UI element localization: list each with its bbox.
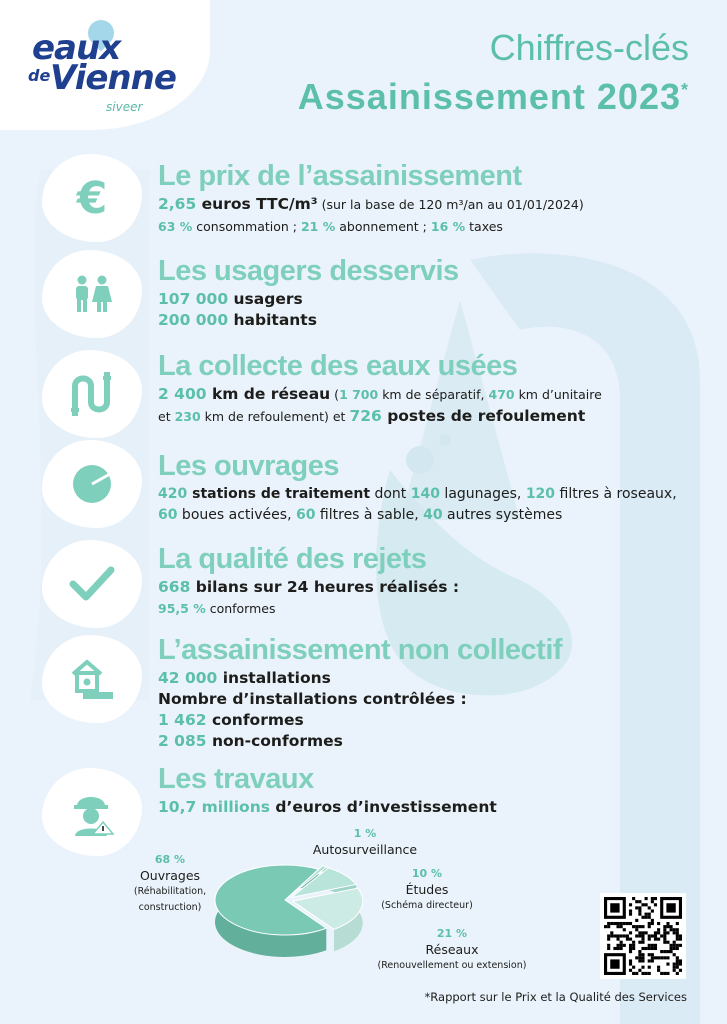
bilans-value: 668 [158,578,191,596]
section-heading-qualite: La qualité des rejets [158,543,427,575]
pie-pct-etudes: 10 % [411,867,443,880]
pie-pct-reseaux: 21 % [436,927,468,940]
lagunages-label: lagunages, [439,486,526,502]
qualite-line-2 [158,598,459,619]
prix-unit: euros TTC/m³ [196,195,318,213]
conformes-pct: 95,5 % [158,601,206,616]
usagers-line-1 [158,289,459,310]
anc-line-3 [158,710,562,731]
section-heading-usagers: Les usagers desservis [158,255,459,287]
svg-text:€: € [76,173,108,223]
section-qualite [158,543,459,619]
anc-line-1 [158,668,562,689]
anc-line-2: Nombre d’installations contrôlées : [158,690,467,708]
prix-consommation-pct: 63 % [158,219,193,234]
pie-name-autosurveillance: Autosurveillance [312,842,418,857]
anc-conformes-label: conformes [206,711,304,729]
pie-sub-etudes: (Schéma directeur) [381,900,473,911]
pipe-icon [69,372,115,416]
section-heading-travaux: Les travaux [158,763,314,795]
page-title [298,28,689,119]
pie-name-etudes: Études [405,882,449,897]
section-anc [158,634,562,752]
dont-label: dont [370,486,411,502]
investissement-label: d’euros d’investissement [269,798,497,816]
autres-label: autres systèmes [442,507,563,523]
pipe-icon-container [42,350,142,438]
prix-line-1 [158,194,584,216]
pie-name-reseaux: Réseaux [425,942,479,957]
anc-conformes-value: 1 462 [158,711,207,729]
prix-taxes-pct: 16 % [430,219,466,234]
refoulement-km-value: 230 [174,409,201,424]
people-icon [70,274,114,314]
title-line-1: Chiffres-clés [489,27,689,68]
prix-value: 2,65 [158,195,197,213]
anc-nonconformes-value: 2 085 [158,732,207,750]
pie-label-etudes [372,866,482,914]
pie-name-ouvrages: Ouvrages [139,868,201,883]
checkmark-icon [69,564,115,604]
title-footnote-mark: * [680,80,689,100]
installations-label: installations [217,669,331,687]
collecte-et: et [158,409,175,424]
usagers-label: usagers [228,290,303,308]
prix-abonnement-label: abonnement ; [335,219,431,234]
qualite-line-1 [158,577,459,598]
qr-code[interactable] [600,893,686,979]
boues-value: 60 [158,507,178,523]
prix-taxes-label: taxes [465,219,503,234]
conformes-label: conformes [205,601,276,616]
travaux-line-1 [158,797,497,818]
gauge-icon-container [42,440,142,528]
postes-value: 726 [349,407,382,425]
euro-icon-container [42,154,142,242]
sable-label: filtres à sable, [315,507,424,523]
unitaire-km-value: 470 [488,387,515,402]
collecte-line-2 [158,406,602,428]
lagunages-value: 140 [410,486,440,502]
logo-text-siveer: siveer [106,100,143,114]
pie-pct-ouvrages: 68 % [154,853,186,866]
qr-code-pattern [604,897,682,975]
habitants-label: habitants [228,311,317,329]
title-year-text: Assainissement 2023 [297,76,681,117]
logo-text-eaux: eaux [32,28,121,68]
unitaire-label: km d’unitaire [514,387,602,402]
stations-label: stations de traitement [187,486,371,502]
postes-label: postes de refoulement [381,407,586,425]
section-heading-prix: Le prix de l’assainissement [158,160,522,192]
section-heading-ouvrages: Les ouvrages [158,450,339,482]
house-filter-icon [69,656,115,702]
sable-value: 60 [295,507,316,523]
boues-label: boues activées, [177,507,296,523]
section-ouvrages [158,450,677,526]
anc-line-4 [158,731,562,752]
gauge-icon [70,462,114,506]
refoulement-label: km de refoulement) et [200,409,350,424]
pie-sub-reseaux: (Renouvellement ou extension) [377,960,527,971]
checkmark-icon-container [42,540,142,628]
logo-text-de: de [28,66,51,85]
pie-label-autosurveillance [285,826,445,858]
footnote: *Rapport sur le Prix et la Qualité des Services [424,990,687,1004]
euro-icon [72,173,112,223]
prix-abonnement-pct: 21 % [300,219,336,234]
bilans-label: bilans sur 24 heures réalisés : [190,578,460,596]
section-travaux [158,763,497,818]
usagers-value: 107 000 [158,290,229,308]
prix-line-2 [158,216,584,237]
anc-nonconformes-label: non-conformes [206,732,343,750]
section-usagers [158,255,459,331]
prix-consommation-label: consommation ; [192,219,301,234]
habitants-value: 200 000 [158,311,229,329]
roseaux-label: filtres à roseaux, [555,486,677,502]
installations-value: 42 000 [158,669,218,687]
pie-label-reseaux [372,926,532,974]
title-line-2 [298,68,689,119]
separatif-km-value: 1 700 [339,387,379,402]
investissement-value: 10,7 millions [158,798,270,816]
autres-value: 40 [423,507,443,523]
pie-sub-ouvrages: (Réhabilitation, construction) [133,886,207,913]
collecte-line-1 [158,384,602,406]
logo-text-vienne: Vienne [50,58,176,98]
people-icon-container [42,250,142,338]
reseau-km-value: 2 400 [158,385,207,403]
roseaux-value: 120 [525,486,556,502]
reseau-label: km de réseau [206,385,331,403]
usagers-line-2 [158,310,459,331]
section-heading-collecte: La collecte des eaux usées [158,350,518,382]
stations-value: 420 [158,486,188,502]
paren-open: ( [330,387,340,402]
section-prix [158,160,584,237]
section-heading-anc: L’assainissement non collectif [158,634,563,666]
pie-pct-autosurveillance: 1 % [353,827,377,840]
prix-basis-note: (sur la base de 120 m³/an au 01/01/2024) [317,197,584,212]
section-collecte [158,350,602,428]
ouvrages-line-2 [158,505,677,526]
ouvrages-line-1 [158,484,677,505]
pie-label-ouvrages [110,852,230,916]
house-filter-icon-container [42,635,142,723]
separatif-label: km de séparatif, [378,387,489,402]
eaux-de-vienne-logo [28,28,188,113]
